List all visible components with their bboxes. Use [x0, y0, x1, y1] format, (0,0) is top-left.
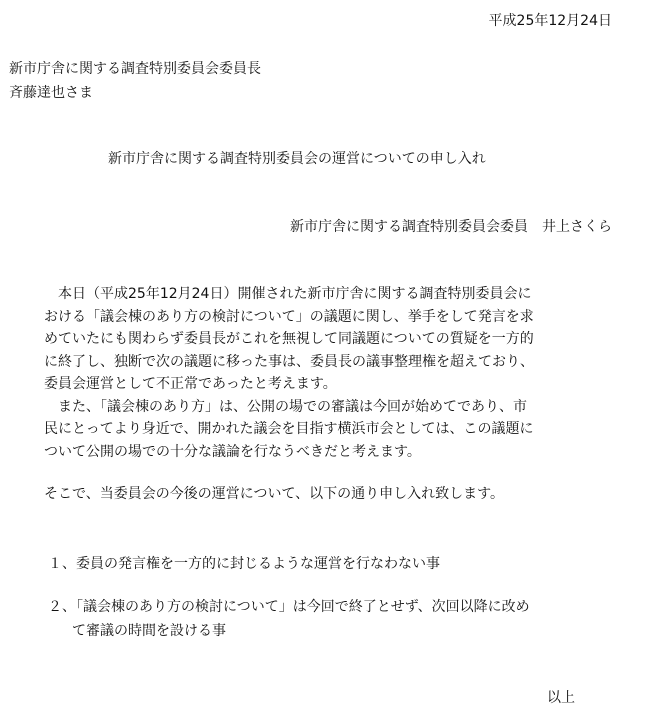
- closing-statement: そこで、当委員会の今後の運営について、以下の通り申し入れ致します。: [44, 486, 505, 502]
- document-title: 新市庁舎に関する調査特別委員会の運営についての申し入れ: [108, 151, 486, 167]
- body-line: 本日（平成25年12月24日）開催された新市庁舎に関する調査特別委員会に: [44, 286, 532, 302]
- end-mark: 以上: [547, 690, 575, 706]
- body-paragraph: [44, 283, 584, 463]
- body-line: 委員会運営として不正常であったと考えます。: [44, 376, 337, 392]
- request-item-2: ２、「議会棟のあり方の検討について」は今回で終了とせず、次回以降に改め: [48, 599, 530, 615]
- addressee-title: 新市庁舎に関する調査特別委員会委員長: [9, 61, 261, 77]
- body-line: また、「議会棟のあり方」は、公開の場での審議は今回が始めてであり、市: [44, 398, 527, 415]
- body-line: 民にとってより身近で、開かれた議会を目指す横浜市会としては、この議題に: [44, 421, 534, 437]
- body-line: めていたにも関わらず委員長がこれを無視して同議題についての質疑を一方的: [44, 331, 534, 347]
- request-item-1: １、委員の発言権を一方的に封じるような運営を行なわない事: [48, 556, 440, 572]
- body-line: ついて公開の場での十分な議論を行なうべきだと考えます。: [44, 443, 421, 460]
- body-line: に終了し、独断で次の議題に移った事は、委員長の議事整理権を超えており、: [44, 353, 534, 370]
- request-item-2-continuation: て審議の時間を設ける事: [72, 623, 226, 639]
- document-date: 平成25年12月24日: [488, 13, 612, 29]
- body-line: おける「議会棟のあり方の検討について」の議題に関し、挙手をして発言を求: [44, 308, 534, 325]
- sender-name: 新市庁舎に関する調査特別委員会委員 井上さくら: [290, 219, 612, 235]
- addressee-name: 斉藤達也さま: [9, 85, 93, 101]
